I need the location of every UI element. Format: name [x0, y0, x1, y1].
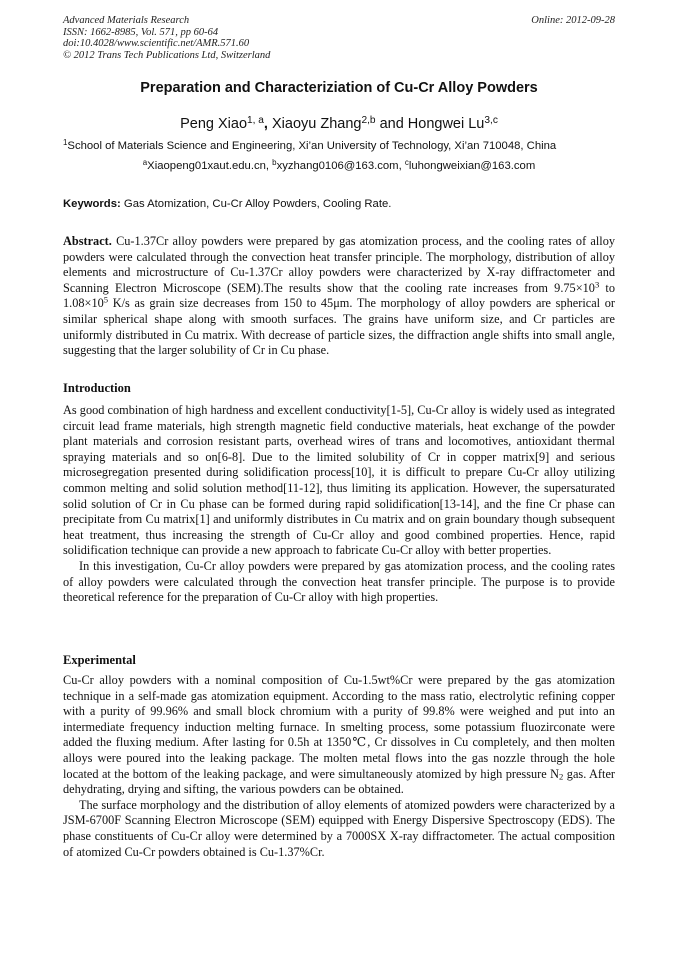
section-heading-introduction: Introduction: [63, 381, 131, 395]
author-name: Xiaoyu Zhang: [271, 116, 362, 132]
author-list: [0, 116, 678, 132]
affiliation: [63, 140, 615, 152]
keywords: [63, 198, 615, 210]
abstract-text: to 1.08×10: [63, 280, 616, 311]
subscript: 2: [559, 771, 564, 782]
keywords-label: Keywords:: [63, 198, 121, 210]
journal-header: [63, 15, 615, 61]
paragraph-text: gas. After dehydrating, drying and sifting, the various powders can be obtained.: [63, 766, 615, 797]
affiliation-mark: 1: [63, 138, 68, 148]
keywords-text: Gas Atomization, Cu-Cr Alloy Powders, Cooling Rate.: [120, 198, 392, 210]
issn-line: ISSN: 1662-8985, Vol. 571, pp 60-64: [63, 26, 219, 38]
email-address: xyzhang0106@163.com,: [276, 160, 405, 172]
section-heading-experimental: Experimental: [63, 653, 136, 667]
email-list: [0, 160, 678, 172]
introduction-body: [63, 403, 615, 606]
paragraph-text: Cu-Cr alloy powders with a nominal composition of Cu-1.5wt%Cr were prepared by the gas atomization technique in a self-made gas atomization equipment. According to the mass ratio, electrolytic refining copper with a purity of 99.96% and small block chromium with a purity of 99.8% were weighed and put into an intermediate frequency induction melting furnace. In smelting process, some potassium fluozirconate were added the fluxing medium. After lasting for 0.5h at 1350℃, Cr dissolves in Cu completely, and then molten alloys were poured into the leaking package. The molten metal flows into the gas nozzle through the hole located at the bottom of the leaking package, and were simultaneously atomized by high pressure N: [63, 673, 615, 781]
email-mark: c: [404, 158, 409, 168]
author-name: Peng Xiao: [180, 116, 248, 132]
author-affil-mark: 1, a: [247, 114, 264, 126]
paragraph: As good combination of high hardness and excellent conductivity[1-5], Cu-Cr alloy is widely used as integrated circuit lead frame materials, high strength magnetic field conductive materials, heat exchange of the powder plant materials and corrosion resistant parts, overhead wires of trans and locomotives, antioxidant thermal spraying materials and so on[6-8]. Due to the limited solubility of Cr in copper matrix[9] and serious microsegregation presented during solidification process[10], it is difficult to prepare Cu-Cr alloy utilizing common melting and solid solution method[11-12], thus limiting its application. However, the supersaturated solid solution of Cr in Cu phase can be formed during rapid solidification[13-14], and the fine Cr phase can precipitate from Cu matrix[1] and uniformly distributes in Cu matrix and on grain boundary though subsequent heat treatment, thus increasing the strength of Cu-Cr alloy and good combined properties. Hence, rapid solidification technique can provide a new approach to fabricate Cu-Cr alloy with better properties.: [63, 403, 615, 558]
journal-name: Advanced Materials Research: [63, 15, 190, 26]
exponent: 5: [103, 295, 109, 306]
paper-title: Preparation and Characteriziation of Cu-Cr Alloy Powders: [140, 80, 538, 96]
author-separator: ,: [263, 116, 272, 132]
paragraph: In this investigation, Cu-Cr alloy powders were prepared by gas atomization process, and the cooling rates of alloy powders were calculated through the convection heat transfer principle. The purpose is to provide theoretical reference for the preparation of Cu-Cr alloy with high properties.: [63, 558, 615, 605]
abstract-text: K/s as grain size decreases from 150 to 45μm. The morphology of alloy powders are spherical or similar spherical shape along with smooth surfaces. The grains have uniform size, and Cr particles are uniformly distributed in Cu matrix. With decrease of particle sizes, the diffraction angle shifts into small angle, suggesting that the larger solubility of Cr in Cu phase.: [63, 296, 615, 358]
author-separator: and: [375, 116, 408, 132]
doi-line: doi:10.4028/www.scientific.net/AMR.571.60: [63, 38, 250, 49]
email-mark: b: [272, 158, 277, 168]
paragraph: [63, 673, 615, 798]
online-date: Online: 2012-09-28: [531, 15, 615, 26]
abstract-label: Abstract.: [63, 234, 112, 248]
email-mark: a: [142, 158, 148, 168]
affiliation-text: School of Materials Science and Engineering, Xi’an University of Technology, Xi’an 710048, China: [67, 140, 557, 152]
copyright-line: © 2012 Trans Tech Publications Ltd, Switzerland: [63, 49, 271, 61]
author-affil-mark: 3,c: [484, 114, 498, 126]
author-name: Hongwei Lu: [407, 116, 485, 132]
email-address: luhongweixian@163.com: [408, 160, 536, 172]
exponent: 3: [594, 279, 600, 290]
abstract-paragraph: [63, 234, 615, 359]
paragraph: The surface morphology and the distribution of alloy elements of atomized powders were characterized by a JSM-6700F Scanning Electron Microscope (SEM) equipped with Energy Dispersive Spectroscopy (EDS). The phase constituents of Cu-Cr alloy were determined by a 7000SX X-ray diffractometer. The actual composition of atomized Cu-Cr powders obtained is Cu-1.37%Cr.: [63, 797, 615, 859]
experimental-body: [63, 673, 615, 860]
abstract-text: Cu-1.37Cr alloy powders were prepared by gas atomization process, and the cooling rates of alloy powders were calculated through the convection heat transfer principle. The morphology, distribution of alloy elements and microstructure of Cu-1.37Cr alloy powders were characterized by X-ray diffractometer and Scanning Electron Microscope (SEM).The results show that the cooling rate increases from 9.75×10: [63, 234, 615, 295]
email-address: Xiaopeng01xaut.edu.cn,: [147, 160, 273, 172]
author-affil-mark: 2,b: [361, 114, 376, 126]
abstract: [63, 234, 615, 359]
